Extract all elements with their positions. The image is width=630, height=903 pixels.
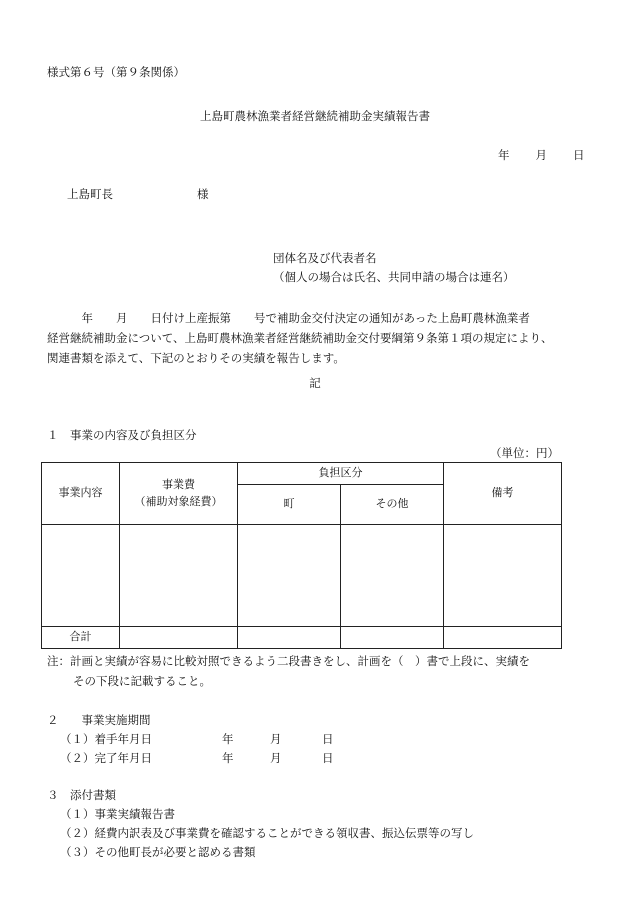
start-month: 月 (270, 732, 282, 746)
addressee-honorific: 様 (197, 187, 209, 201)
date-day-label: 日 (573, 148, 585, 162)
start-day: 日 (322, 732, 334, 746)
document-title: 上島町農林漁業者経営継続補助金実績報告書 (200, 109, 430, 123)
date-month-label: 月 (535, 148, 547, 162)
addressee (67, 187, 209, 201)
total-town[interactable] (238, 627, 341, 649)
attachment-item: （２）経費内訳表及び事業費を確認することができる領収書、振込伝票等の写し (60, 826, 474, 840)
header-burden: 負担区分 (238, 463, 444, 485)
section3-heading: ３ 添付書類 (47, 788, 116, 802)
header-cost-line1: 事業費 (162, 478, 195, 491)
end-month: 月 (270, 751, 282, 765)
header-town: 町 (238, 485, 341, 525)
group-name-note: （個人の場合は氏名、共同申請の場合は連名） (273, 270, 515, 284)
total-label: 合計 (42, 627, 120, 649)
ki-mark: 記 (309, 376, 321, 390)
body-text (47, 308, 587, 368)
end-day: 日 (322, 751, 334, 765)
section2-heading: ２ 事業実施期間 (47, 713, 151, 727)
start-date-row (60, 732, 334, 746)
addressee-name: 上島町長 (67, 187, 113, 201)
header-cost-line2: （補助対象経費） (134, 494, 223, 508)
body-line-3: 関連書類を添えて、下記のとおりその実績を報告します。 (47, 351, 345, 365)
cell-remarks[interactable] (444, 525, 562, 627)
cell-cost[interactable] (120, 525, 238, 627)
header-cost (120, 463, 238, 525)
header-remarks: 備考 (444, 463, 562, 525)
header-other: その他 (341, 485, 444, 525)
note-line-1: 注：計画と実績が容易に比較対照できるよう二段書きをし、計画を（ ）書で上段に、実績を (47, 654, 530, 668)
end-year: 年 (222, 751, 234, 765)
cell-content[interactable] (42, 525, 120, 627)
body-line-2: 経営継続補助金について、上島町農林漁業者経営継続補助金交付要綱第９条第１項の規定により、 (47, 331, 553, 345)
attachment-item: （１）事業実績報告書 (60, 807, 175, 821)
total-row (42, 627, 562, 649)
group-name-label: 団体名及び代表者名 (273, 251, 377, 265)
cell-town[interactable] (238, 525, 341, 627)
end-date-row (60, 751, 334, 765)
start-year: 年 (222, 732, 234, 746)
header-content: 事業内容 (42, 463, 120, 525)
unit-label: （単位：円） (490, 446, 559, 460)
end-date-label: （２）完了年月日 (60, 751, 152, 765)
section1-heading: １ 事業の内容及び負担区分 (47, 428, 197, 442)
table-row (42, 525, 562, 627)
note-line-2: その下段に記載すること。 (73, 674, 211, 688)
date-year-label: 年 (498, 148, 510, 162)
start-date-label: （１）着手年月日 (60, 732, 152, 746)
total-cost[interactable] (120, 627, 238, 649)
date-line (498, 150, 585, 162)
form-number: 様式第６号（第９条関係） (47, 65, 185, 79)
cell-other[interactable] (341, 525, 444, 627)
total-remarks[interactable] (444, 627, 562, 649)
burden-table (41, 462, 562, 649)
body-line-1: 年 月 日付け上産振第 号で補助金交付決定の通知があった上島町農林漁業者 (47, 311, 530, 325)
attachment-item: （３）その他町長が必要と認める書類 (60, 845, 256, 859)
total-other[interactable] (341, 627, 444, 649)
